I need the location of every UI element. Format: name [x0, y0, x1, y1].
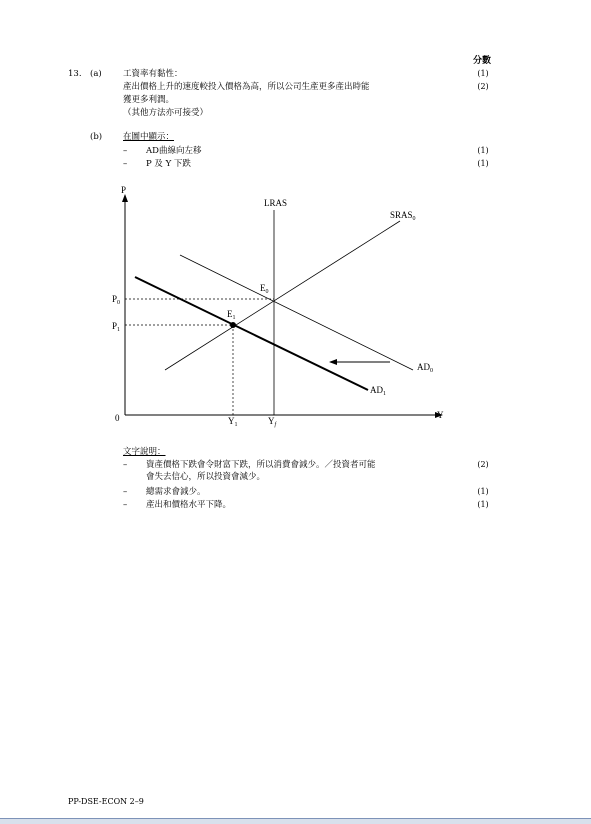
- e1-point: [230, 322, 236, 328]
- explanation-item-1-line-1: 資產價格下跌會令財富下跌，所以消費會減少。／投資者可能: [146, 460, 376, 470]
- explanation-heading: 文字說明：: [123, 447, 166, 457]
- explanation-item-3-mark: (1): [477, 500, 489, 509]
- lras-label: LRAS: [264, 198, 288, 208]
- marks-column-title: 分數: [473, 56, 492, 66]
- part-a-label: (a): [90, 69, 102, 79]
- part-a-line-2: 產出價格上升的速度較投入價格為高，所以公司生產更多產出時能: [123, 82, 370, 92]
- question-number: 13.: [68, 69, 82, 79]
- explanation-item-2-line-1: 總需求會減少。: [146, 487, 206, 497]
- explanation-item-2-mark: (1): [477, 487, 489, 496]
- part-a-line-4: （其他方法亦可接受）: [123, 108, 209, 118]
- part-b-label: (b): [90, 132, 103, 142]
- ad1-label: $AD_1$: [370, 385, 386, 397]
- e1-label: $E_1$: [227, 309, 236, 321]
- explanation-item-1-dash: –: [123, 460, 128, 470]
- footer-code: PP-DSE-ECON 2–9: [68, 797, 144, 806]
- price-axis-label: P: [121, 185, 127, 195]
- explanation-item-1-mark: (2): [477, 460, 489, 469]
- explanation-item-3-line-1: 產出和價格水平下降。: [146, 500, 232, 510]
- part-a-mark-1: (1): [477, 69, 489, 78]
- page-bottom-band: [0, 819, 591, 824]
- yf-label: $Y_f$: [268, 416, 277, 428]
- part-a-mark-2: (2): [477, 82, 489, 91]
- part-b-item-1-mark: (1): [477, 146, 489, 155]
- e0-label: $E_0$: [260, 283, 269, 295]
- ad0-label: $AD_0$: [417, 362, 433, 374]
- output-axis-label: Y: [437, 410, 444, 420]
- explanation-item-2-dash: –: [123, 487, 128, 497]
- explanation-item-1-line-2: 會失去信心，所以投資會減少。: [146, 472, 266, 482]
- sras0-label: $SRAS_0$: [390, 210, 416, 222]
- part-b-heading: 在圖中顯示：: [123, 132, 175, 142]
- part-a-line-1: 工資率有黏性：: [123, 69, 183, 79]
- part-b-item-2-text: P 及 Y 下跌: [146, 159, 191, 169]
- part-b-item-1-dash: –: [123, 146, 128, 156]
- ad1-curve: [135, 277, 368, 390]
- part-b-item-1-text: AD曲線向左移: [146, 146, 202, 156]
- part-b-item-2-mark: (1): [477, 159, 489, 168]
- explanation-item-3-dash: –: [123, 500, 128, 510]
- part-a-line-3: 獲更多利潤。: [123, 95, 175, 105]
- y1-label: $Y_1$: [228, 416, 238, 428]
- part-b-item-2-dash: –: [123, 159, 128, 169]
- p0-label: $P_0$: [112, 294, 121, 306]
- origin-label: 0: [115, 413, 120, 423]
- ad0-curve: [180, 255, 413, 370]
- p1-label: $P_1$: [112, 321, 121, 333]
